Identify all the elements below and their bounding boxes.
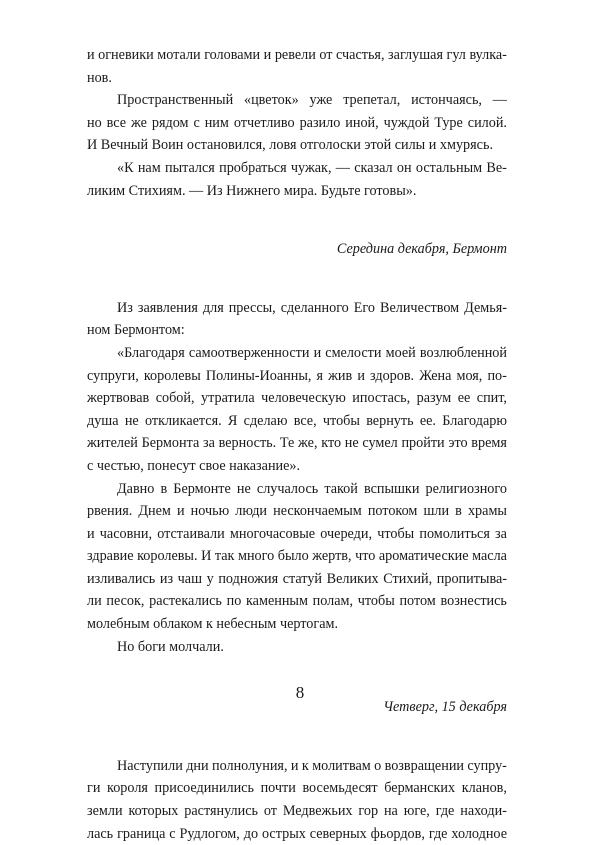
text-line: Пространственный «цветок» уже трепетал, истончаясь, — — [117, 92, 507, 109]
text-line: «К нам пытался пробраться чужак, — сказал он остальным Ве- — [117, 159, 507, 176]
section-3 — [87, 755, 507, 845]
section-date-heading: Середина декабря, Бермонт — [336, 241, 507, 258]
text-line: Из заявления для прессы, сделанного Его Величеством Демья- — [117, 299, 507, 316]
page-number: 8 — [295, 683, 305, 702]
section-2 — [87, 297, 507, 659]
text-line: и огневики мотали головами и ревели от счастья, заглушая гул вулка- — [87, 47, 507, 63]
text-line: и часовни, отстаивали многочасовые очереди, чтобы помолиться за — [87, 525, 507, 542]
text-line: Но боги молчали. — [117, 638, 224, 655]
text-line: жителей Бермонта за верность. Те же, кто не сумел пройти это время — [87, 435, 507, 452]
text-line: душа не откликается. Я сделаю все, чтобы вернуть ее. Благодарю — [87, 412, 507, 429]
text-line: изливались из чаш у подножия статуй Великих Стихий, пропитыва- — [87, 570, 507, 587]
text-line: ликим Стихиям. — Из Нижнего мира. Будьте готовы». — [87, 182, 417, 199]
text-line: супруги, королевы Полины-Иоанны, я жив и здоров. Жена моя, по- — [87, 367, 507, 384]
text-line: ги короля присоединились почти восемьдесят берманских кланов, — [87, 780, 507, 797]
section-date-heading: Четверг, 15 декабря — [383, 699, 507, 716]
text-line: земли которых растянулись от Медвежьих гор на юге, где находи- — [87, 803, 507, 820]
text-line: ли песок, растекались по каменным полам, чтобы потом вознестись — [87, 593, 507, 610]
text-line: ном Бермонтом: — [87, 322, 185, 339]
text-line: Давно в Бермонте не случалось такой вспышки религиозного — [117, 480, 507, 497]
text-line: жертвовав собой, утратила человеческую ипостась, разум ее спит, — [87, 390, 507, 407]
text-line: с честью, понесут свое наказание». — [87, 457, 301, 474]
text-line: «Благодаря самоотверженности и смелости моей возлюбленной — [117, 344, 507, 361]
text-line: лась граница с Рудлогом, до острых северных фьордов, где холодное — [87, 825, 507, 842]
text-line: Наступили дни полнолуния, и к молитвам о возвращении супру- — [117, 757, 507, 774]
text-line: но все же рядом с ним отчетливо разило иной, чуждой Туре силой. — [87, 114, 507, 131]
text-line: молебным облаком к небесным чертогам. — [87, 616, 339, 633]
text-line: нов. — [87, 69, 112, 86]
text-line: И Вечный Воин остановился, ловя отголоски этой силы и хмурясь. — [87, 137, 493, 154]
text-line: рвения. Днем и ночью люди нескончаемым потоком шли в храмы — [87, 503, 507, 520]
page-body — [87, 44, 507, 845]
section-1 — [87, 44, 507, 202]
text-line: здравие королевы. И так много было жертв, что ароматические масла — [87, 548, 507, 565]
